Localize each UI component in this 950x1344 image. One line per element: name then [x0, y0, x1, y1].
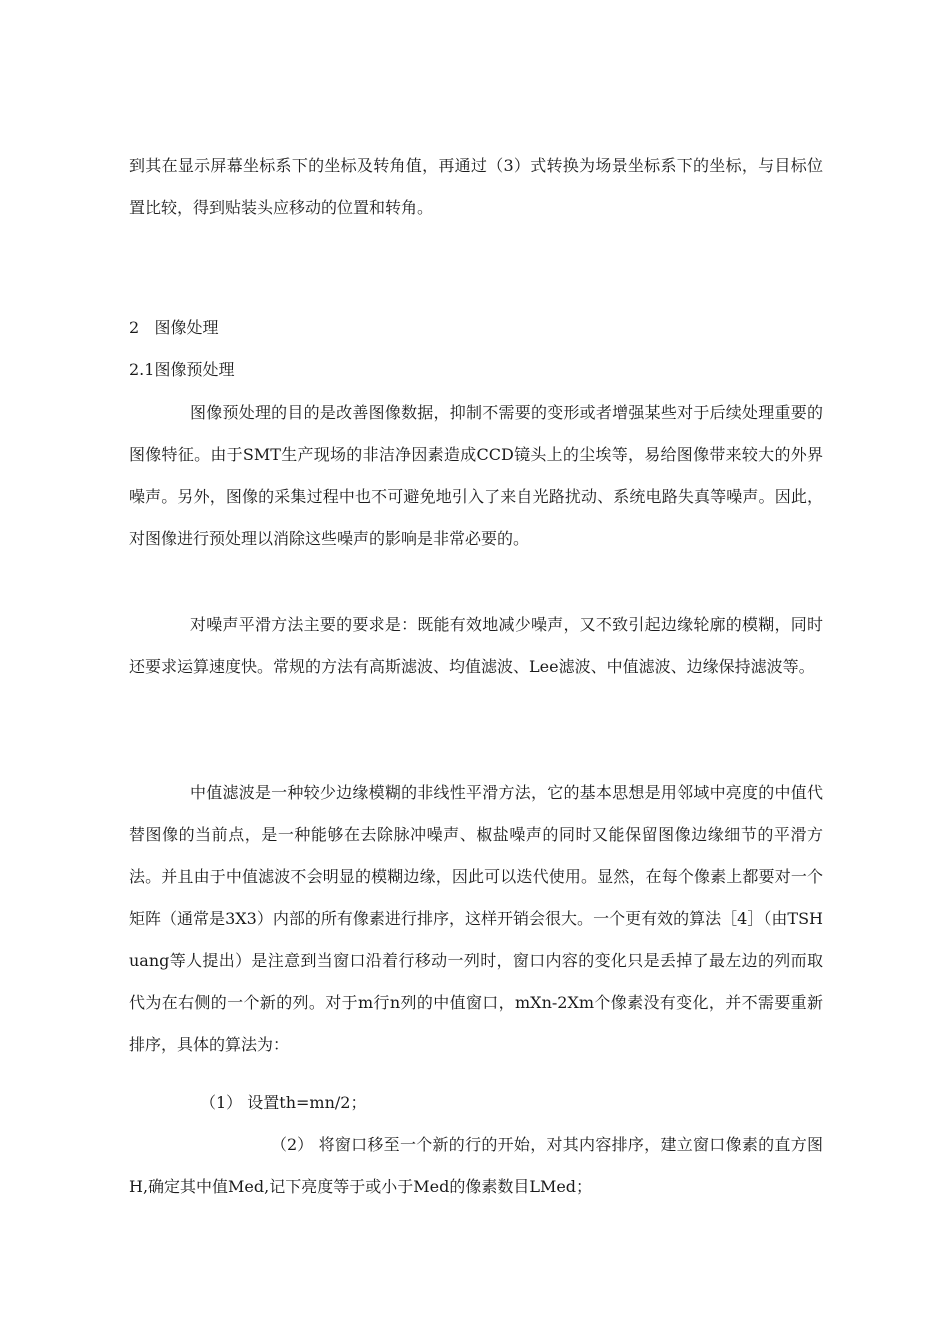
paragraph-median-filter: 中值滤波是一种较少边缘模糊的非线性平滑方法，它的基本思想是用邻域中亮度的中值代替图像的当前点，是一种能够在去除脉冲噪声、椒盐噪声的同时又能保留图像边缘细节的平滑方法。并且由于中值滤波不会明显的模糊边缘，因此可以迭代使用。显然，在每个像素上都要对一个矩阵（通常是3X3）内部的所有像素进行排序，这样开销会很大。一个更有效的算法［4］（由TSHuang等人提出）是注意到当窗口沿着行移动一列时，窗口内容的变化只是丢掉了最左边的列而取代为在右侧的一个新的列。对于m行n列的中值窗口，mXn-2Xm个像素没有变化，并不需要重新排序，具体的算法为：	[129, 783, 823, 1054]
section-number: 2	[129, 318, 140, 337]
step-text: 设置th=mn/2；	[247, 1093, 367, 1112]
subsection-heading: 2.1图像预处理	[129, 360, 235, 379]
step-text: 将窗口移至一个新的行的开始，对其内容排序，建立窗口像素的直方图H,确定其中值Med,记下亮度等于或小于Med的像素数目LMed；	[129, 1135, 823, 1196]
step-number: （1）	[200, 1093, 243, 1112]
section-heading	[129, 314, 218, 342]
paragraph-preprocessing: 图像预处理的目的是改善图像数据，抑制不需要的变形或者增强某些对于后续处理重要的图像特征。由于SMT生产现场的非洁净因素造成CCD镜头上的尘埃等，易给图像带来较大的外界噪声。另外，图像的采集过程中也不可避免地引入了来自光路扰动、系统电路失真等噪声。因此，对图像进行预处理以消除这些噪声的影响是非常必要的。	[129, 403, 823, 548]
section-title: 图像处理	[154, 318, 219, 337]
algorithm-step-1	[129, 1082, 823, 1124]
paragraph-noise-smoothing: 对噪声平滑方法主要的要求是：既能有效地减少噪声，又不致引起边缘轮廓的模糊，同时还要求运算速度快。常规的方法有高斯滤波、均值滤波、Lee滤波、中值滤波、边缘保持滤波等。	[129, 615, 823, 676]
algorithm-step-2	[129, 1124, 823, 1208]
intro-continuation-paragraph: 到其在显示屏幕坐标系下的坐标及转角值，再通过（3）式转换为场景坐标系下的坐标，与目标位置比较，得到贴装头应移动的位置和转角。	[129, 156, 823, 217]
step-number: （2）	[271, 1135, 314, 1154]
